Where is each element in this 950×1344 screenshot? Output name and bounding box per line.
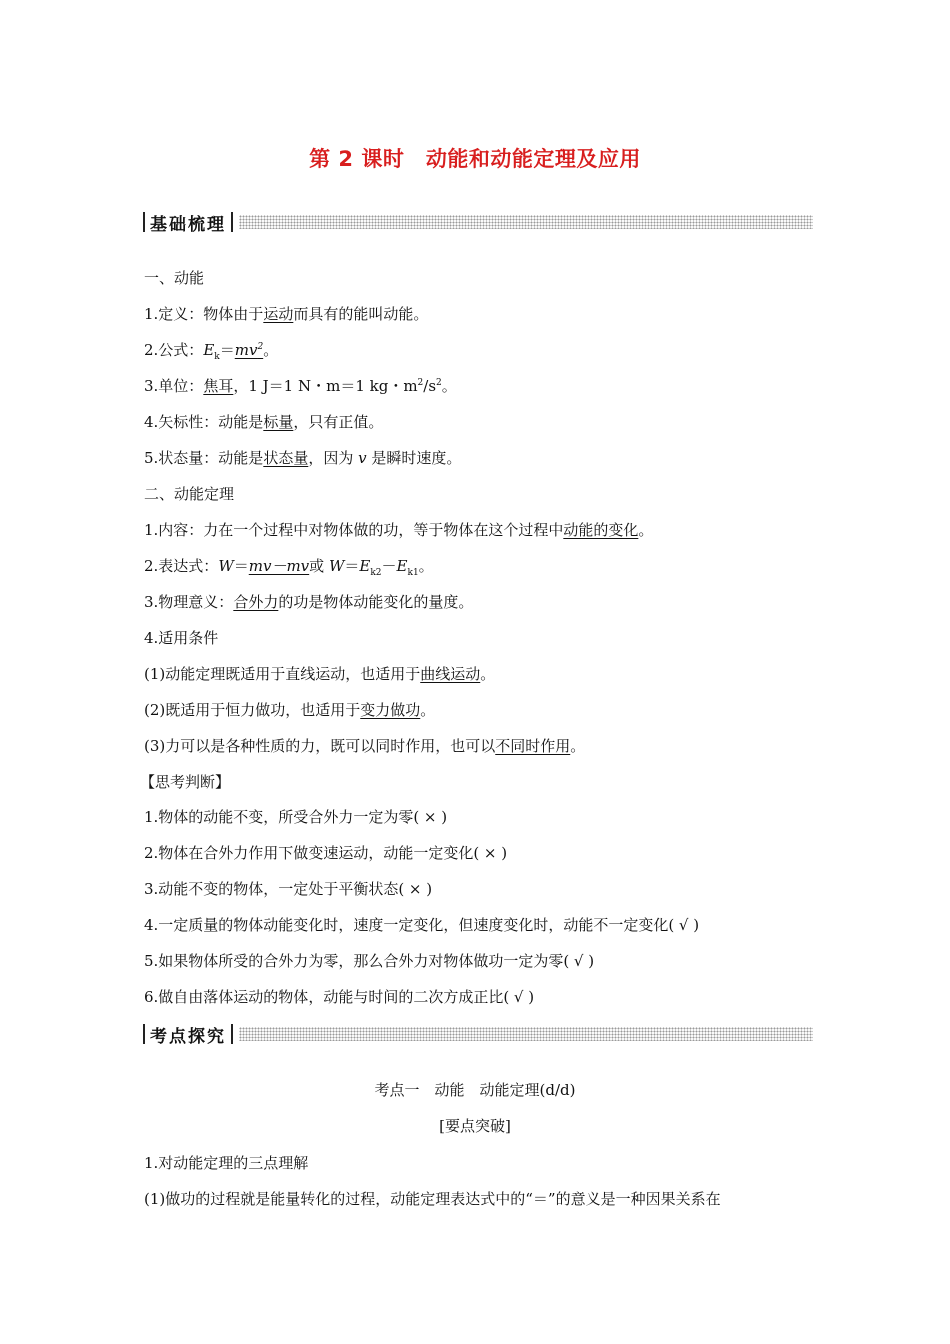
text: 2.公式： [144,341,204,359]
text: 。 [480,665,496,683]
text: 。 [638,521,654,539]
underlined-answer: 曲线运动 [420,665,481,683]
topic-heading: 考点一 动能 动能定理(d/d) [374,1081,576,1099]
text: 。 [418,557,434,575]
scalar-line [144,412,383,432]
underlined-answer: 标量 [263,413,294,431]
expression-line [144,556,434,576]
symbol: v [358,449,367,467]
underlined-answer: 不同时作用 [495,737,571,755]
text: 。 [441,377,457,395]
condition-2 [144,700,435,720]
section-banner-label: 基础梳理 [150,214,226,235]
symbol: E [203,341,215,359]
subscript: k2 [370,568,382,578]
think-judge-heading: 【思考判断】 [140,773,231,791]
superscript: 2 [436,378,442,388]
text: /s [423,377,437,395]
condition-1 [144,664,495,684]
understanding-item-1: (1)做功的过程就是能量转化的过程，动能定理表达式中的“＝”的意义是一种因果关系在 [144,1190,721,1208]
underlined-answer: 状态量 [263,449,309,467]
text: 4.矢标性：动能是 [144,413,264,431]
unit-line [144,376,457,396]
key-points-heading: [要点突破] [439,1117,511,1135]
text: ，只有正值。 [293,413,384,431]
text: 3.单位： [144,377,204,395]
underlined-answer: 合外力 [233,593,279,611]
symbol: W [218,557,234,575]
text: ，因为 [308,449,359,467]
judge-item-4: 4.一定质量的物体动能变化时，速度一定变化，但速度变化时，动能不一定变化( √ ) [144,916,700,934]
banner-hatch [239,1027,813,1041]
text: 的功是物体动能变化的量度。 [278,593,474,611]
text: 1.内容：力在一个过程中对物体做的功，等于物体在这个过程中 [144,521,564,539]
text: 1.定义：物体由于 [144,305,264,323]
text: 2.表达式： [144,557,219,575]
section-banner-basics [143,210,813,234]
judge-item-2: 2.物体在合外力作用下做变速运动，动能一定变化( × ) [144,844,508,862]
text: ＝ [344,557,360,575]
text: ＝ [233,557,249,575]
banner-bar-right [231,1024,233,1044]
text: － [381,557,397,575]
text: 。 [263,341,279,359]
definition-line [144,304,428,324]
text: 。 [420,701,436,719]
understanding-heading: 1.对动能定理的三点理解 [144,1154,309,1172]
formula-line [144,340,278,360]
underlined-answer [235,341,263,359]
text: 。 [570,737,586,755]
underlined-answer: mv－mv [248,557,310,575]
page-title: 第 2 课时 动能和动能定理及应用 [309,147,641,171]
text: ，1 J＝1 N・m＝1 kg・m [233,377,418,395]
judge-item-3: 3.动能不变的物体，一定处于平衡状态( × ) [144,880,433,898]
judge-item-5: 5.如果物体所受的合外力为零，那么合外力对物体做功一定为零( √ ) [144,952,595,970]
symbol: E [359,557,371,575]
superscript: 2 [257,342,264,352]
text: 而具有的能叫动能。 [293,305,429,323]
judge-item-1: 1.物体的动能不变，所受合外力一定为零( × ) [144,808,448,826]
text: 3.物理意义： [144,593,234,611]
meaning-line [144,592,473,612]
section-banner-label: 考点探究 [150,1026,226,1047]
text: mv [234,341,258,359]
text: ＝ [219,341,235,359]
underlined-answer: 动能的变化 [563,521,639,539]
subscript: k [214,352,220,362]
banner-hatch [239,215,813,229]
state-quantity-line [144,448,461,468]
heading-theorem: 二、动能定理 [144,485,235,503]
heading-kinetic-energy: 一、动能 [144,269,205,287]
text: (2)既适用于恒力做功，也适用于 [144,701,361,719]
section-banner-explore [143,1022,813,1046]
text: 是瞬时速度。 [366,449,462,467]
text: 或 [309,557,329,575]
symbol: E [396,557,408,575]
text: (3)力可以是各种性质的力，既可以同时作用，也可以 [144,737,496,755]
banner-bar-right [231,212,233,232]
text: 5.状态量：动能是 [144,449,264,467]
subscript: k1 [407,568,419,578]
conditions-heading: 4.适用条件 [144,629,219,647]
underlined-answer: 运动 [263,305,294,323]
text: (1)动能定理既适用于直线运动，也适用于 [144,665,421,683]
judge-item-6: 6.做自由落体运动的物体，动能与时间的二次方成正比( √ ) [144,988,535,1006]
underlined-answer: 变力做功 [360,701,421,719]
condition-3 [144,736,585,756]
underlined-answer: 焦耳 [203,377,234,395]
content-line [144,520,653,540]
superscript: 2 [417,378,424,388]
symbol: W [328,557,345,575]
